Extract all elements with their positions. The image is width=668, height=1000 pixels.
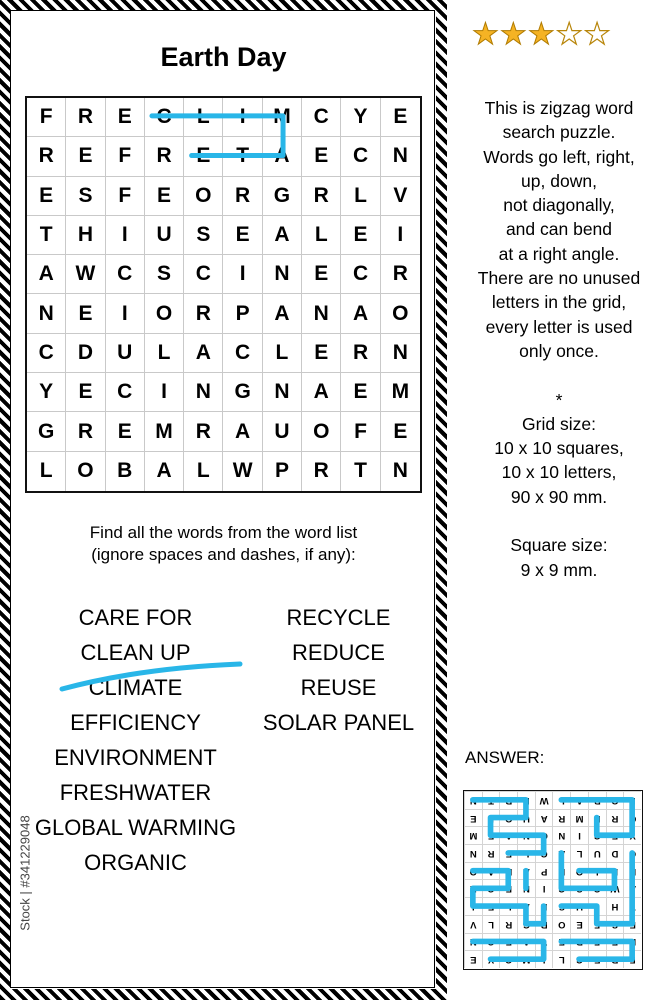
grid-cell[interactable]: L (302, 216, 341, 255)
word-list-item: GLOBAL WARMING (34, 815, 237, 840)
answer-cell: C (553, 880, 571, 898)
description-line: search puzzle. (502, 122, 616, 143)
answer-cell: R (570, 933, 588, 951)
word-list-item: CARE FOR (78, 605, 193, 630)
answer-cell: A (535, 809, 553, 827)
description-line (450, 363, 668, 387)
description-line: This is zigzag word (484, 98, 634, 118)
star-filled-icon: ★ (527, 18, 555, 51)
answer-cell: I (535, 950, 553, 968)
description-line: * (555, 389, 563, 410)
answer-cell: F (588, 915, 606, 933)
answer-cell: S (606, 915, 624, 933)
word-list-item: REDUCE (292, 640, 385, 665)
answer-cell: N (517, 880, 535, 898)
answer-cell: E (482, 897, 500, 915)
answer-cell: C (570, 950, 588, 968)
grid-cell[interactable]: I (145, 373, 184, 412)
answer-cell: P (517, 791, 535, 809)
grid-cell[interactable]: M (263, 98, 302, 137)
grid-cell[interactable]: A (223, 412, 262, 451)
grid-cell[interactable]: I (223, 98, 262, 137)
grid-cell[interactable]: U (106, 334, 145, 373)
grid-cell[interactable]: C (341, 137, 380, 176)
answer-cell: E (553, 933, 571, 951)
answer-cell: U (588, 844, 606, 862)
grid-cell[interactable]: S (145, 255, 184, 294)
grid-cell[interactable]: N (302, 294, 341, 333)
answer-cell: N (464, 933, 482, 951)
answer-cell: T (535, 933, 553, 951)
answer-cell: L (623, 791, 641, 809)
word-list-item: ORGANIC (84, 850, 187, 875)
grid-cell[interactable]: C (27, 334, 66, 373)
answer-cell: C (535, 844, 553, 862)
answer-cell: C (588, 880, 606, 898)
description-line: Square size: (510, 535, 608, 556)
grid-cell[interactable]: A (184, 334, 223, 373)
answer-cell: N (464, 844, 482, 862)
grid-cell[interactable]: R (145, 137, 184, 176)
grid-cell[interactable]: R (302, 177, 341, 216)
answer-cell: S (553, 897, 571, 915)
answer-cell: N (553, 826, 571, 844)
grid-cell[interactable]: L (263, 334, 302, 373)
answer-thumbnail (463, 790, 643, 970)
grid-cell[interactable]: F (27, 98, 66, 137)
grid-cell[interactable]: N (27, 294, 66, 333)
grid-cell[interactable]: U (145, 216, 184, 255)
answer-cell: I (570, 826, 588, 844)
grid-cell[interactable]: R (223, 177, 262, 216)
watermark (10, 765, 40, 980)
answer-cell: E (588, 950, 606, 968)
difficulty-rating (472, 20, 611, 50)
instruction-line-1: Find all the words from the word list (89, 523, 358, 542)
description-line: up, down, (521, 170, 597, 191)
grid-cell[interactable]: E (66, 373, 105, 412)
grid-cell[interactable]: E (66, 294, 105, 333)
grid-cell[interactable]: E (381, 412, 420, 451)
grid-cell[interactable]: E (223, 216, 262, 255)
answer-cell: R (499, 915, 517, 933)
answer-cell: E (499, 933, 517, 951)
grid-cell[interactable]: G (223, 373, 262, 412)
grid-cell[interactable]: E (66, 137, 105, 176)
grid-cell[interactable]: E (106, 98, 145, 137)
grid-cell[interactable]: L (341, 177, 380, 216)
answer-cell: I (588, 862, 606, 880)
grid-cell[interactable]: L (184, 452, 223, 491)
answer-cell: N (464, 791, 482, 809)
description-line: Words go left, right, (483, 146, 635, 167)
answer-cell: F (482, 809, 500, 827)
answer-cell: E (482, 826, 500, 844)
grid-cell[interactable]: L (27, 452, 66, 491)
answer-cell: E (499, 880, 517, 898)
answer-cell: F (588, 933, 606, 951)
answer-cell: E (588, 809, 606, 827)
grid-cell[interactable]: R (302, 452, 341, 491)
answer-cell: W (535, 791, 553, 809)
answer-cell: A (517, 897, 535, 915)
grid-cell[interactable]: R (381, 255, 420, 294)
grid-cell[interactable]: C (106, 255, 145, 294)
grid-cell[interactable]: N (381, 334, 420, 373)
answer-cell: A (517, 862, 535, 880)
grid-cell[interactable]: C (184, 255, 223, 294)
grid-cell[interactable]: C (223, 334, 262, 373)
puzzle-title: Earth Day (160, 42, 287, 72)
star-filled-icon: ★ (472, 18, 499, 51)
grid-cell[interactable]: V (381, 177, 420, 216)
description-line: Grid size: (522, 413, 596, 434)
grid-cell[interactable]: I (106, 216, 145, 255)
word-list-item: CLEAN UP (80, 640, 191, 665)
grid-cell[interactable]: C (341, 255, 380, 294)
answer-cell: F (623, 950, 641, 968)
answer-cell: L (553, 791, 571, 809)
answer-cell: B (588, 791, 606, 809)
grid-cell[interactable]: N (381, 137, 420, 176)
answer-cell: Y (482, 950, 500, 968)
description-line: letters in the grid, (491, 292, 627, 313)
grid-cell[interactable]: E (341, 373, 380, 412)
description-line: 90 x 90 mm. (510, 486, 608, 507)
grid-cell[interactable]: R (66, 412, 105, 451)
answer-cell: A (517, 933, 535, 951)
answer-label: ANSWER: (465, 748, 545, 767)
answer-cell: G (623, 809, 641, 827)
grid-cell[interactable]: D (66, 334, 105, 373)
star-filled-icon: ★ (499, 18, 527, 51)
grid-cell[interactable]: O (381, 294, 420, 333)
grid-cell[interactable]: N (263, 373, 302, 412)
answer-cell: A (482, 862, 500, 880)
answer-cell: P (535, 862, 553, 880)
star-empty-icon: ★ (583, 18, 611, 51)
grid-cell[interactable]: W (66, 255, 105, 294)
grid-cell[interactable]: P (223, 294, 262, 333)
answer-cell: A (499, 826, 517, 844)
answer-cell: R (482, 844, 500, 862)
description-line: and can bend (505, 219, 613, 240)
answer-cell: G (517, 915, 535, 933)
grid-cell[interactable]: T (27, 216, 66, 255)
grid-cell[interactable]: E (341, 216, 380, 255)
grid-cell[interactable]: O (66, 452, 105, 491)
word-list-right (246, 600, 431, 740)
word-list-item: SOLAR PANEL (262, 710, 415, 735)
description-line: 9 x 9 mm. (520, 559, 598, 580)
answer-cell: E (499, 844, 517, 862)
answer-cell: R (464, 880, 482, 898)
answer-cell: Y (623, 826, 641, 844)
answer-cell: C (482, 880, 500, 898)
answer-cell: E (570, 915, 588, 933)
answer-cell: M (517, 950, 535, 968)
answer-cell: L (553, 950, 571, 968)
grid-cell[interactable]: A (341, 294, 380, 333)
answer-cell: E (535, 897, 553, 915)
grid-cell[interactable]: Y (27, 373, 66, 412)
answer-cell: E (464, 950, 482, 968)
answer-cell: O (553, 915, 571, 933)
word-list-item: EFFICIENCY (70, 710, 201, 735)
grid-cell[interactable]: F (106, 137, 145, 176)
grid-cell[interactable]: B (106, 452, 145, 491)
grid-cell[interactable]: E (145, 177, 184, 216)
answer-cell: O (606, 791, 624, 809)
answer-cell: C (499, 950, 517, 968)
grid-cell[interactable]: C (302, 98, 341, 137)
word-list-left (28, 600, 243, 880)
answer-cell: W (606, 880, 624, 898)
description-line: at a right angle. (498, 243, 620, 264)
answer-cell: T (482, 791, 500, 809)
grid-cell[interactable]: M (145, 412, 184, 451)
answer-cell: L (570, 844, 588, 862)
answer-cell: D (606, 844, 624, 862)
answer-cell: M (464, 826, 482, 844)
answer-cell: E (606, 862, 624, 880)
answer-cell: V (464, 915, 482, 933)
instructions (0, 522, 447, 566)
answer-cell: L (517, 844, 535, 862)
answer-cell: R (606, 950, 624, 968)
star-empty-icon: ★ (555, 18, 583, 51)
grid-cell[interactable]: N (392, 459, 408, 483)
grid-cell[interactable]: L (145, 334, 184, 373)
answer-cell: R (606, 809, 624, 827)
description-line: There are no unused (477, 268, 641, 289)
word-list-item: FRESHWATER (59, 780, 212, 805)
answer-cell: G (535, 826, 553, 844)
grid-cell[interactable]: R (184, 294, 223, 333)
grid-cell[interactable]: C (106, 373, 145, 412)
answer-cell: I (464, 897, 482, 915)
answer-cell: R (553, 862, 571, 880)
answer-cell: E (623, 915, 641, 933)
description-line: only once. (519, 340, 599, 361)
answer-cell: L (482, 915, 500, 933)
answer-cell: H (606, 897, 624, 915)
answer-cell: O (464, 862, 482, 880)
grid-cell[interactable]: C (145, 98, 184, 137)
grid-cell[interactable]: R (184, 412, 223, 451)
grid-cell[interactable]: E (27, 177, 66, 216)
word-list-item: REUSE (300, 675, 377, 700)
grid-cell[interactable]: G (263, 177, 302, 216)
answer-cell: R (535, 915, 553, 933)
grid-cell[interactable]: P (263, 452, 302, 491)
grid-cell[interactable]: R (341, 334, 380, 373)
answer-cell: T (623, 897, 641, 915)
answer-cell: R (553, 809, 571, 827)
answer-cell: C (588, 826, 606, 844)
answer-cell: M (570, 809, 588, 827)
grid-cell[interactable]: T (341, 452, 380, 491)
grid-cell[interactable]: W (223, 452, 262, 491)
grid-cell[interactable]: G (27, 412, 66, 451)
grid-cell[interactable]: R (66, 98, 105, 137)
answer-cell: N (517, 826, 535, 844)
answer-cell: N (623, 862, 641, 880)
grid-cell[interactable]: A (302, 373, 341, 412)
answer-cell: O (499, 809, 517, 827)
answer-cell: C (482, 933, 500, 951)
grid-cell[interactable]: E (381, 98, 420, 137)
grid-cell[interactable]: A (27, 255, 66, 294)
grid-cell[interactable]: S (184, 216, 223, 255)
grid-cell[interactable]: E (302, 255, 341, 294)
answer-cell: I (535, 880, 553, 898)
grid-cell[interactable]: O (302, 412, 341, 451)
grid-cell[interactable]: A (145, 452, 184, 491)
description-line: not diagonally, (503, 195, 615, 216)
grid-cell[interactable]: I (106, 294, 145, 333)
answer-cell: C (623, 844, 641, 862)
grid-cell[interactable]: A (263, 294, 302, 333)
watermark-text: Stock | #341229048 (17, 814, 33, 931)
answer-cell: E (464, 809, 482, 827)
description-line: 10 x 10 squares, (494, 438, 624, 459)
word-list-item: CLIMATE (88, 675, 183, 700)
grid-cell[interactable]: I (223, 255, 262, 294)
grid-cell[interactable]: O (184, 177, 223, 216)
word-list-item: ENVIRONMENT (54, 745, 217, 770)
grid-cell[interactable]: E (106, 412, 145, 451)
letter-grid (25, 96, 422, 493)
answer-cell: R (623, 933, 641, 951)
grid-cell[interactable]: A (263, 216, 302, 255)
grid-cell[interactable]: E (184, 137, 223, 176)
answer-cell: U (570, 897, 588, 915)
answer-cell: E (606, 826, 624, 844)
grid-cell[interactable]: H (66, 216, 105, 255)
grid-cell[interactable]: L (184, 98, 223, 137)
answer-cell: A (623, 880, 641, 898)
grid-cell[interactable]: N (184, 373, 223, 412)
grid-cell[interactable]: E (302, 137, 341, 176)
answer-cell: O (570, 862, 588, 880)
grid-cell[interactable]: F (106, 177, 145, 216)
answer-cell: E (606, 933, 624, 951)
description-line: every letter is used (485, 316, 633, 337)
grid-cell[interactable]: R (27, 137, 66, 176)
grid-cell[interactable]: F (341, 412, 380, 451)
grid-cell[interactable]: S (66, 177, 105, 216)
description-line: 10 x 10 letters, (501, 462, 617, 483)
answer-cell: R (499, 791, 517, 809)
grid-cell[interactable]: T (223, 137, 262, 176)
answer-cell: U (517, 809, 535, 827)
description-line (450, 509, 668, 533)
word-list-item: RECYCLE (286, 605, 391, 630)
answer-cell: S (570, 880, 588, 898)
instruction-line-2: (ignore spaces and dashes, if any): (91, 545, 356, 564)
grid-cell[interactable]: Y (341, 98, 380, 137)
answer-grid (464, 791, 641, 968)
puzzle-description (450, 96, 668, 582)
answer-cell: L (499, 897, 517, 915)
grid-cell[interactable]: M (381, 373, 420, 412)
grid-cell[interactable]: N (263, 255, 302, 294)
answer-cell: A (553, 844, 571, 862)
answer-cell: N (499, 862, 517, 880)
grid-cell[interactable]: I (381, 216, 420, 255)
answer-cell: A (570, 791, 588, 809)
grid-cell[interactable]: U (263, 412, 302, 451)
grid-cell[interactable]: E (302, 334, 341, 373)
grid-cell[interactable]: A (263, 137, 302, 176)
answer-cell: I (588, 897, 606, 915)
grid-cell[interactable]: O (145, 294, 184, 333)
